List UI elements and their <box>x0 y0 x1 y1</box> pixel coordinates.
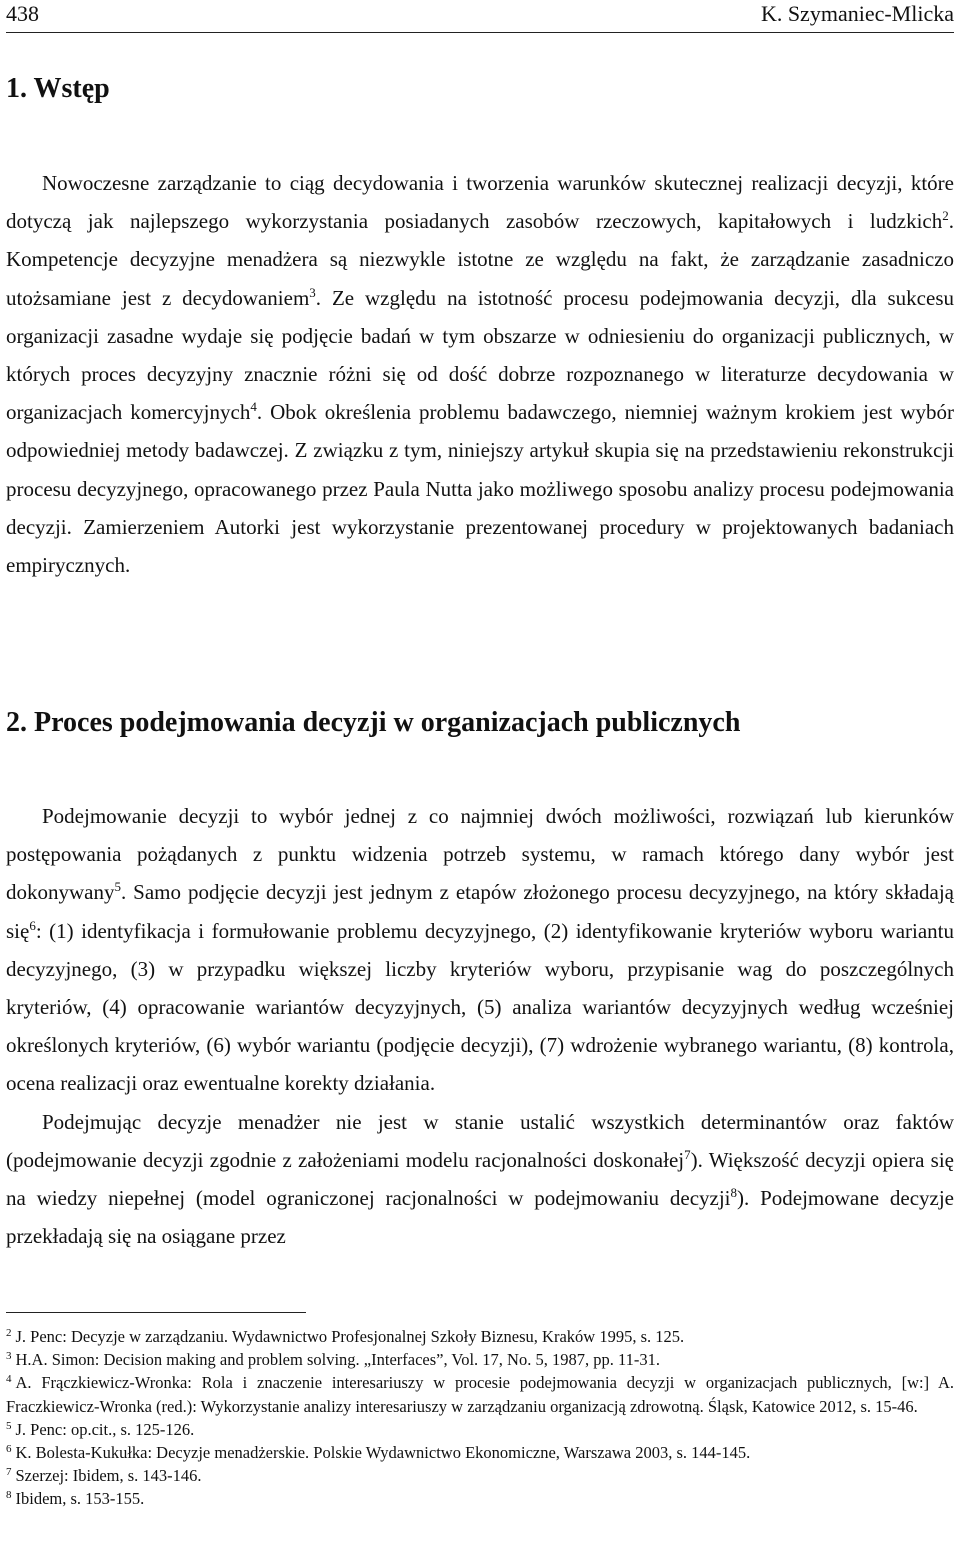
text-run: . Samo podjęcie decyzji jest jednym z etapów złożonego procesu decyzyjnego, na który składają się <box>6 880 954 943</box>
running-author: K. Szymaniec-Mlicka <box>760 1 954 26</box>
paragraph <box>6 164 954 584</box>
paragraph <box>6 797 954 1103</box>
introduction-body <box>6 164 954 584</box>
page-number: 438 <box>6 1 39 26</box>
footnote-ref[interactable]: 3 <box>309 284 316 300</box>
section-heading-introduction: 1. Wstęp <box>6 73 110 104</box>
footnote <box>6 1418 954 1441</box>
footnote-number: 7 <box>6 1466 12 1479</box>
footnote-text: H.A. Simon: Decision making and problem solving. „Interfaces”, Vol. 17, No. 5, 1987, pp. 11-31. <box>15 1350 660 1370</box>
footnote-ref[interactable]: 2 <box>942 208 949 224</box>
paragraph <box>6 1103 954 1256</box>
footnotes <box>6 1325 954 1511</box>
footnote-ref[interactable]: 4 <box>250 399 257 415</box>
footnote-number: 2 <box>6 1327 12 1339</box>
footnote-number: 6 <box>6 1443 12 1456</box>
section-heading-decision-process: 2. Proces podejmowania decyzji w organizacjach publicznych <box>6 707 741 738</box>
footnote-ref[interactable]: 8 <box>730 1185 738 1201</box>
text-run: . Ze względu na istotność procesu podejmowania decyzji, dla sukcesu organizacji zasadne wydaje się podjęcie badań w tym obszarze w odniesieniu do organizacji publicznych, w których proces decyzyjny znacznie różni się od dość dobrze rozpoznanego w literaturze decydowania w organizacjach komercyjnych <box>6 285 954 425</box>
footnote-text: J. Penc: Decyzje w zarządzaniu. Wydawnictwo Profesjonalnej Szkoły Biznesu, Kraków 1995, s. 125. <box>15 1327 685 1346</box>
footnote-text: Ibidem, s. 153-155. <box>15 1489 145 1509</box>
text-run: : (1) identyfikacja i formułowanie problemu decyzyjnego, (2) identyfikowanie kryteriów wyboru wariantu decyzyjnego, (3) w przypadku większej liczby kryteriów wyboru, przypisanie wag do poszczególnych kryteriów, (4) opracowanie wariantów decyzyjnych, (5) analiza wariantów decyzyjnych według wcześniej określonych kryteriów, (6) wybór wariantu (podjęcie decyzji), (7) wdrożenie wybranego wariantu, (8) kontrola, ocena realizacji oraz ewentualne korekty działania. <box>6 918 954 1096</box>
text-run: . Obok określenia problemu badawczego, niemniej ważnym krokiem jest wybór odpowiedniej metody badawczej. Z związku z tym, niniejszy artykuł skupia się na przedstawieniu rekonstrukcji procesu decyzyjnego, opracowanego przez Paula Nutta jako możliwego sposobu analizy procesu podejmowania decyzji. Zamierzeniem Autorki jest wykorzystanie prezentowanej procedury w projektowanych badaniach empirycznych. <box>6 400 954 578</box>
text-run: Podejmując decyzje menadżer nie jest w stanie ustalić wszystkich determinantów oraz faktów (podejmowanie decyzji zgodnie z założeniami modelu racjonalności doskonałej <box>6 1109 954 1172</box>
footnote-number: 4 <box>6 1373 12 1386</box>
footnote-ref[interactable]: 6 <box>29 917 36 933</box>
text-run: ). Podejmowane decyzje przekładają się na osiągane przez <box>6 1186 954 1249</box>
footnote <box>6 1464 954 1487</box>
footnote <box>6 1325 954 1348</box>
text-run: . Kompetencje decyzyjne menadżera są niezwykle istotne ze względu na fakt, że zarządzanie zasadniczo utożsamiane jest z decydowaniem <box>6 209 954 310</box>
text-run: Podejmowanie decyzji to wybór jednej z co najmniej dwóch możliwości, rozwiązań lub kierunków postępowania pożądanych z punktu widzenia potrzeb systemu, w ramach którego dany wybór jest dokonywany <box>6 804 954 905</box>
text-run: Nowoczesne zarządzanie to ciąg decydowania i tworzenia warunków skutecznej realizacji decyzji, które dotyczą jak najlepszego wykorzystania posiadanych zasobów rzeczowych, kapitałowych i ludzkich <box>6 171 954 234</box>
footnote <box>6 1371 954 1417</box>
footnote-number: 8 <box>6 1489 12 1502</box>
footnote-text: J. Penc: op.cit., s. 125-126. <box>15 1419 195 1439</box>
footnote-text: Szerzej: Ibidem, s. 143-146. <box>15 1466 202 1486</box>
footnote-text: A. Frączkiewicz-Wronka: Rola i znaczenie interesariuszy w procesie podejmowania decyzji w organizacjach publicznych, [w:] A. Fraczkiewicz-Wronka (red.): Wykorzystanie analizy interesariuszy w zarządzaniu organizacją zdrowotną. Śląsk, Katowice 2012, s. 15-46. <box>6 1373 954 1416</box>
footnote-number: 5 <box>6 1419 12 1432</box>
header-rule <box>6 32 954 33</box>
footnote-ref[interactable]: 5 <box>114 879 121 895</box>
footnote-separator <box>6 1312 306 1313</box>
footnote <box>6 1487 954 1510</box>
footnote <box>6 1348 954 1371</box>
text-run: ). Większość decyzji opiera się na wiedzy niepełnej (model ograniczonej racjonalności w podejmowaniu decyzji <box>6 1147 955 1211</box>
footnote <box>6 1441 954 1464</box>
footnote-number: 3 <box>6 1350 12 1363</box>
footnote-ref[interactable]: 7 <box>684 1146 691 1162</box>
section-2-body <box>6 797 954 1255</box>
running-header <box>6 0 954 32</box>
footnote-text: K. Bolesta-Kukułka: Decyzje menadżerskie. Polskie Wydawnictwo Ekonomiczne, Warszawa 2003, s. 144-145. <box>15 1443 751 1463</box>
